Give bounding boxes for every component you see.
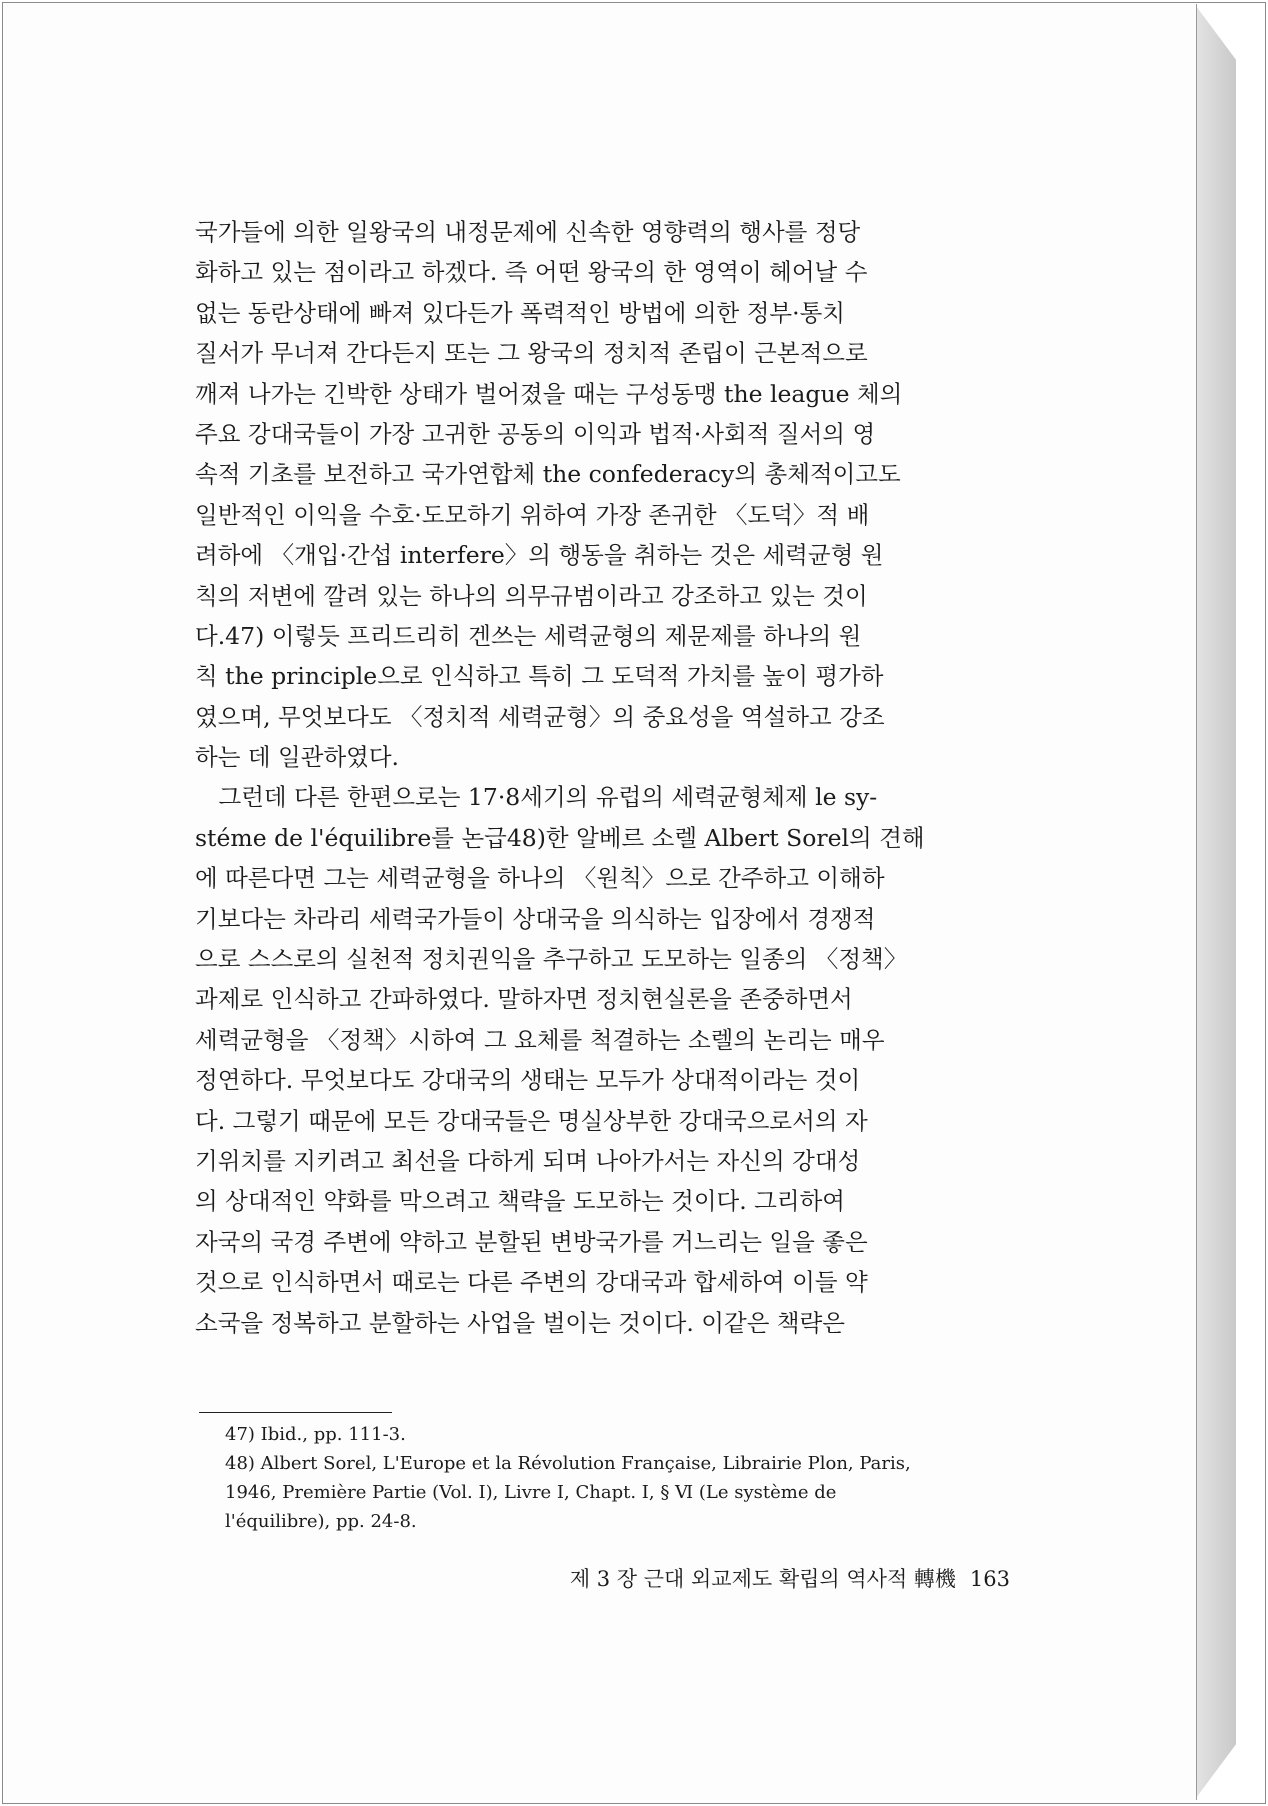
text-line: 화하고 있는 점이라고 하겠다. 즉 어떤 왕국의 한 영역이 헤어날 수	[195, 258, 868, 287]
footnote-48: 48) Albert Sorel, L'Europe et la Révolution Française, Librairie Plon, Paris,	[225, 1453, 911, 1474]
page-edge-shadow	[1196, 6, 1236, 1798]
text-line: 정연하다. 무엇보다도 강대국의 생태는 모두가 상대적이라는 것이	[195, 1066, 861, 1095]
text-line: 하는 데 일관하였다.	[195, 743, 400, 772]
text-line: 자국의 국경 주변에 약하고 분할된 변방국가를 거느리는 일을 좋은	[195, 1227, 868, 1256]
text-line: 국가들에 의한 일왕국의 내정문제에 신속한 영향력의 행사를 정당	[195, 218, 861, 246]
footnote-rule	[199, 1412, 392, 1413]
chapter-title: 제 3 장 근대 외교제도 확립의 역사적 轉機	[569, 1567, 956, 1591]
text-line: stéme de l'équilibre를 논급48)한 알베르 소렐 Albert Sorel의 견해	[195, 823, 925, 852]
text-line: 다.47) 이렇듯 프리드리히 겐쓰는 세력균형의 제문제를 하나의 원	[195, 621, 862, 650]
text-line: 주요 강대국들이 가장 고귀한 공동의 이익과 법적·사회적 질서의 영	[195, 419, 876, 448]
text-line: 였으며, 무엇보다도 〈정치적 세력균형〉의 중요성을 역설하고 강조	[195, 702, 885, 731]
footnote-48-cont: l'équilibre), pp. 24-8.	[225, 1511, 417, 1532]
text-line: 의 상대적인 약화를 막으려고 책략을 도모하는 것이다. 그리하여	[195, 1187, 845, 1216]
body-text	[195, 212, 1031, 1343]
text-line: 기위치를 지키려고 최선을 다하게 되며 나아가서는 자신의 강대성	[195, 1146, 861, 1175]
text-line: 소국을 정복하고 분할하는 사업을 벌이는 것이다. 이같은 책략은	[195, 1308, 845, 1337]
text-line: 속적 기초를 보전하고 국가연합체 the confederacy의 총체적이고도	[195, 460, 901, 489]
text-line: 칙의 저변에 깔려 있는 하나의 의무규범이라고 강조하고 있는 것이	[195, 581, 868, 610]
text-line: 일반적인 이익을 수호·도모하기 위하여 가장 존귀한 〈도덕〉적 배	[195, 500, 870, 529]
text-line: 질서가 무너져 간다든지 또는 그 왕국의 정치적 존립이 근본적으로	[195, 339, 868, 368]
text-line: 려하에 〈개입·간섭 interfere〉의 행동을 취하는 것은 세력균형 원	[195, 541, 884, 570]
text-line: 다. 그렇기 때문에 모든 강대국들은 명실상부한 강대국으로서의 자	[195, 1106, 868, 1135]
footnote-47: 47) Ibid., pp. 111-3.	[225, 1424, 406, 1445]
text-line: 세력균형을 〈정책〉시하여 그 요체를 척결하는 소렐의 논리는 매우	[195, 1025, 885, 1054]
text-line: 과제로 인식하고 간파하였다. 말하자면 정치현실론을 존중하면서	[195, 985, 853, 1014]
text-line: 것으로 인식하면서 때로는 다른 주변의 강대국과 합세하여 이들 약	[195, 1268, 868, 1297]
text-line: 기보다는 차라리 세력국가들이 상대국을 의식하는 입장에서 경쟁적	[195, 904, 876, 933]
footnote-48-cont: 1946, Première Partie (Vol. Ⅰ), Livre Ⅰ, Chapt. Ⅰ, § Ⅵ (Le système de	[225, 1482, 837, 1503]
running-footer	[470, 1563, 1010, 1593]
text-line: 으로 스스로의 실천적 정치권익을 추구하고 도모하는 일종의 〈정책〉	[195, 945, 908, 974]
text-line: 그런데 다른 한편으로는 17·8세기의 유럽의 세력균형체제 le sy-	[195, 783, 878, 812]
text-line: 깨져 나가는 긴박한 상태가 벌어졌을 때는 구성동맹 the league 체의	[195, 379, 903, 408]
text-line: 에 따른다면 그는 세력균형을 하나의 〈원칙〉으로 간주하고 이해하	[195, 864, 885, 893]
page-number: 163	[969, 1567, 1010, 1591]
footnotes	[225, 1420, 1040, 1536]
text-line: 칙 the principle으로 인식하고 특히 그 도덕적 가치를 높이 평가하	[195, 662, 884, 691]
text-line: 없는 동란상태에 빠져 있다든가 폭력적인 방법에 의한 정부·통치	[195, 298, 845, 327]
